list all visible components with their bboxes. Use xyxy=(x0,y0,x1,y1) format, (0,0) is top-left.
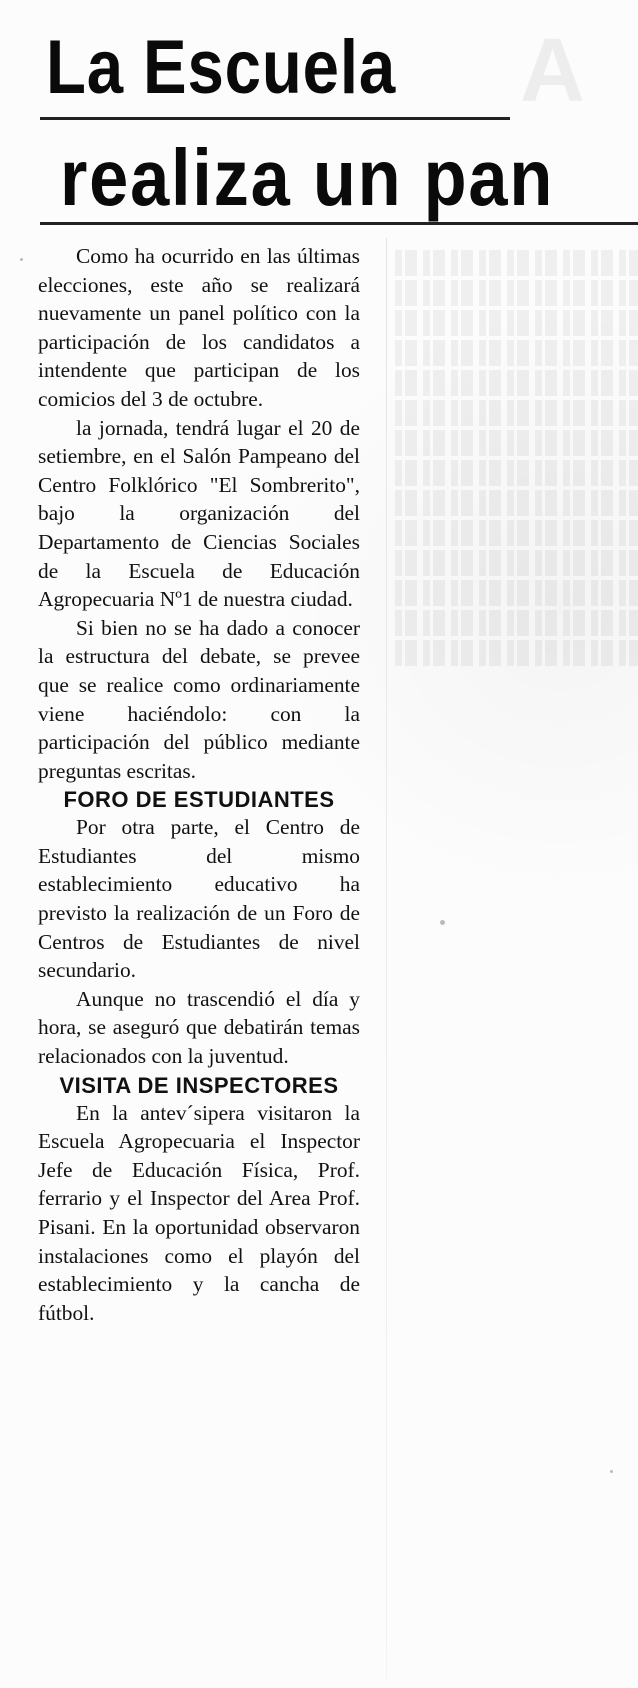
headline-rule-bottom xyxy=(40,222,638,225)
faded-adjacent-headline: A xyxy=(520,21,585,121)
paragraph-3: Si bien no se ha dado a conocer la estructura del debate, se prevee que se realice como ordinariamente viene haciéndolo: con la participación del público mediante preguntas escritas. xyxy=(38,615,360,783)
subheading-visita-de-inspectores: VISITA DE INSPECTORES xyxy=(59,1072,339,1098)
paragraph-6: En la antev´sipera visitaron la Escuela Agropecuaria el Inspector Jefe de Educación Física, Prof. ferrario y el Inspector del Area Prof. Pisani. En la oportunidad observaron instalaciones como el playón del establecimiento y la cancha de fútbol. xyxy=(38,1100,360,1325)
scan-speck xyxy=(610,1470,613,1473)
paragraph-4: Por otra parte, el Centro de Estudiantes del mismo establecimiento educativo ha previsto la realización de un Foro de Centros de Estudiantes de nivel secundario. xyxy=(38,815,360,983)
bleed-through-column xyxy=(395,250,638,690)
headline-line-1: La Escuela xyxy=(46,25,397,110)
headline-line-2: realiza un pan xyxy=(60,133,555,222)
paragraph-1: Como ha ocurrido en las últimas elecciones, este año se realizará nuevamente un panel político con la participación de los candidatos a intendente que participan de los comicios del 3 de octubre. xyxy=(38,244,360,411)
article-body xyxy=(38,242,360,1327)
paragraph-5: Aunque no trascendió el día y hora, se aseguró que debatirán temas relacionados con la juventud. xyxy=(38,986,360,1069)
headline-rule-top xyxy=(40,117,510,120)
scan-speck xyxy=(20,258,23,261)
paragraph-2: la jornada, tendrá lugar el 20 de setiembre, en el Salón Pampeano del Centro Folklórico "El Sombrerito", bajo la organización del Departamento de Ciencias Sociales de la Escuela de Educación Agropecuaria Nº1 de nuestra ciudad. xyxy=(38,415,360,612)
column-divider xyxy=(386,238,387,1678)
subheading-foro-de-estudiantes: FORO DE ESTUDIANTES xyxy=(63,787,335,813)
headline-block xyxy=(0,0,638,230)
scan-speck xyxy=(440,920,445,925)
